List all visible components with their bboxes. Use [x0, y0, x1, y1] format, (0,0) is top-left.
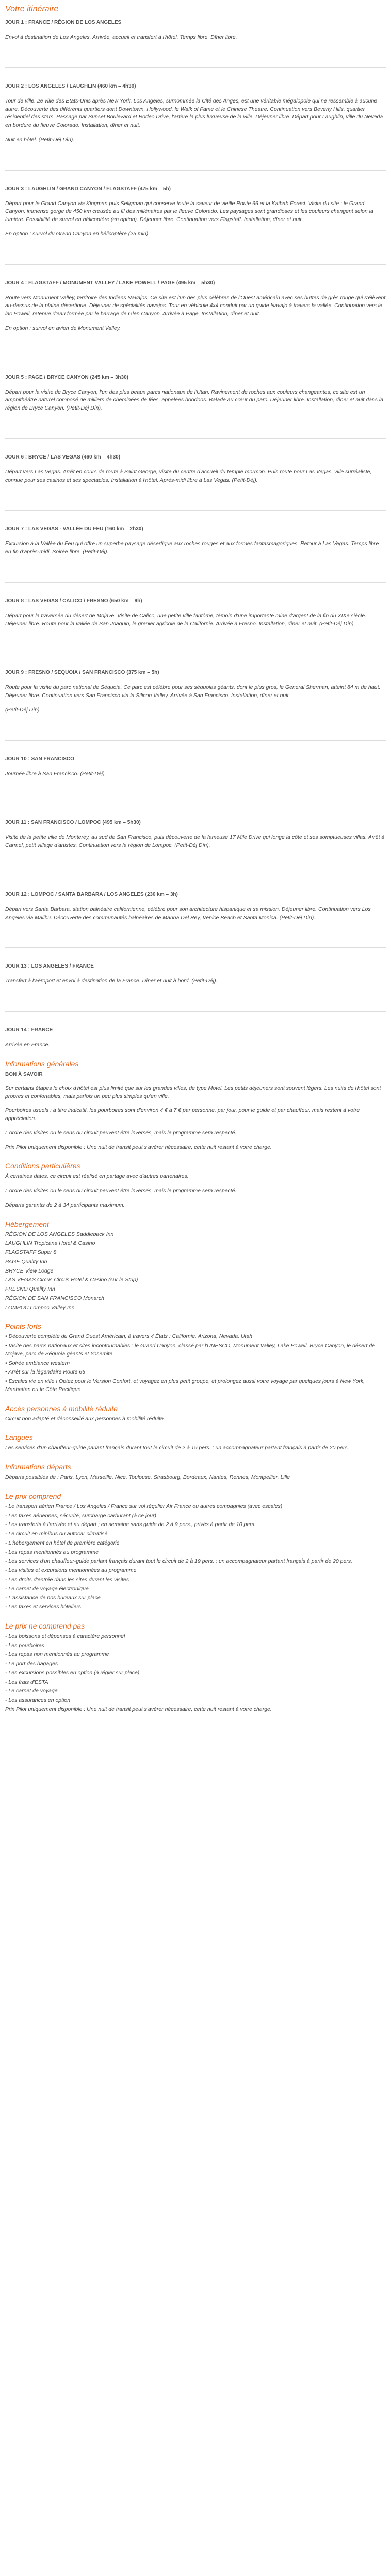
list-item: - Le carnet de voyage	[5, 1688, 58, 1694]
list-item: RÉGION DE SAN FRANCISCO Monarch	[5, 1295, 104, 1301]
list-item: - Les excursions possibles en option (à régler sur place)	[5, 1669, 140, 1676]
day-14	[5, 1011, 386, 1049]
day-title: JOUR 14 : FRANCE	[5, 1027, 53, 1033]
day-paragraph: En option : survol en avion de Monument Valley.	[5, 325, 121, 331]
list-item: LOMPOC Lompoc Valley Inn	[5, 1304, 75, 1311]
section-paragraph: L'ordre des visites ou le sens du circuit peuvent être inversés, mais le programme sera respecté.	[5, 1188, 237, 1194]
section-depart	[5, 1462, 386, 1482]
day-title: JOUR 8 : LAS VEGAS / CALICO / FRESNO (650 km – 9h)	[5, 598, 142, 604]
day-paragraph: Arrivée en France.	[5, 1042, 50, 1048]
day-paragraph: Journée libre à San Francisco. (Petit-Déj).	[5, 770, 106, 777]
section-prix_ne_comprend	[5, 1621, 386, 1714]
day-8	[5, 582, 386, 629]
list-item: • Visite des parcs nationaux et sites incontournables : le Grand Canyon, classé par l'UNESCO, Monument Valley, Lake Powell, Bryce Canyon, le désert de Mojave, parc de Séquoia géants et Yosemite	[5, 1343, 375, 1357]
section-title: Le prix ne comprend pas	[5, 1621, 85, 1630]
list-item: - Les assurances en option	[5, 1697, 71, 1703]
section-conditions	[5, 1161, 386, 1209]
day-title: JOUR 1 : FRANCE / RÉGION DE LOS ANGELES	[5, 20, 122, 25]
day-paragraph: Départ vers Santa Barbara, station balnéaire californienne, célèbre pour son architecture hispanique et sa mission. Déjeuner libre. Continuation vers Los Angeles via Malibu. Découverte des communautés balnéaires de Marina Del Rey, Venice Beach et Santa Monica. (Petit-Déj Dîn).	[5, 906, 371, 921]
day-title: JOUR 6 : BRYCE / LAS VEGAS (460 km – 4h30)	[5, 454, 121, 460]
section-paragraph: Les services d'un chauffeur-guide parlant français durant tout le circuit de 2 à 19 pers. ; un accompagnateur partant français à partir de 20 pers.	[5, 1445, 349, 1451]
day-title: JOUR 13 : LOS ANGELES / FRANCE	[5, 963, 94, 970]
list-item: - Le circuit en minibus ou autocar climatisé	[5, 1531, 108, 1537]
list-item: - Les droits d'entrée dans les sites durant les visites	[5, 1576, 129, 1583]
day-6	[5, 438, 386, 485]
list-item: LAUGHLIN Tropicana Hotel & Casino	[5, 1240, 95, 1247]
info-sections	[5, 1059, 386, 1714]
day-paragraph: Tour de ville. 2e ville des États-Unis après New York, Los Angeles, surnommée la Cité des Anges, est une véritable mégalopole qui ne ressemble à aucune autre. Découverte des différents quartiers dont Downtown, Hollywood, le Walk of Fame et le Chinese Theatre. Continuation vers Beverly Hills, quartier résidentiel des stars. Passage par Sunset Boulevard et Rodeo Drive, l'artère la plus luxueuse de la ville. Déjeuner libre. Départ pour Laughlin, ville du Nevada en bordure du fleuve Colorado. Installation, dîner et nuit.	[5, 97, 383, 128]
section-hebergement	[5, 1219, 386, 1312]
section-paragraph: Départs garantis de 2 à 34 participants maximum.	[5, 1201, 125, 1208]
list-item: FRESNO Quality Inn	[5, 1286, 55, 1292]
section-points	[5, 1321, 386, 1394]
list-item: - Les services d'un chauffeur-guide parlant français durant tout le circuit de 2 à 19 pers. ; un accompagnateur partant français à partir de 20 pers.	[5, 1558, 353, 1565]
day-10	[5, 740, 386, 778]
day-paragraph: Route pour la visite du parc national de Séquoia. Ce parc est célèbre pour ses séquoias géants, dont le plus gros, le General Sherman, atteint 84 m de haut. Déjeuner libre. Continuation vers San Francisco via la Silicon Valley. Arrivée à San Francisco. Installation, dîner et nuit.	[5, 684, 381, 699]
section-paragraph: L'ordre des visites ou le sens du circuit peuvent être inversés, mais le programme sera respecté.	[5, 1129, 237, 1136]
section-title: Informations départs	[5, 1463, 71, 1471]
day-title: JOUR 3 : LAUGHLIN / GRAND CANYON / FLAGSTAFF (475 km – 5h)	[5, 185, 171, 192]
day-2	[5, 67, 386, 144]
day-9	[5, 654, 386, 714]
day-paragraph: En option : survol du Grand Canyon en hélicoptère (25 min).	[5, 230, 150, 237]
day-title: JOUR 11 : SAN FRANCISCO / LOMPOC (495 km – 5h30)	[5, 820, 141, 826]
list-item: - L'assistance de nos bureaux sur place	[5, 1595, 101, 1601]
day-title: JOUR 5 : PAGE / BRYCE CANYON (245 km – 3h30)	[5, 374, 128, 380]
section-title: Informations générales	[5, 1059, 79, 1068]
list-item: BRYCE View Lodge	[5, 1267, 54, 1274]
list-item: - Les taxes et services hôteliers	[5, 1604, 82, 1610]
list-item: Prix Pilot uniquement disponible : Une nuit de transit peut s'avérer nécessaire, cette nuit restant à votre charge.	[5, 1706, 272, 1713]
list-item: - Les visites et excursions mentionnées au programme	[5, 1567, 137, 1573]
section-paragraph: Prix Pilot uniquement disponible : Une nuit de transit peut s'avérer nécessaire, cette nuit restant à votre charge.	[5, 1144, 272, 1150]
day-3	[5, 170, 386, 239]
day-paragraph: Départ pour la visite de Bryce Canyon, l'un des plus beaux parcs nationaux de l'Utah. Ravinement de roches aux couleurs changeantes, ce site est un amphithéâtre naturel composé de milliers de cheminées de fées, appelées hoodoos. Balade au cœur du parc. Déjeuner libre. Installation, dîner et nuit dans la région de Bryce Canyon. (Petit-Déj Dîn).	[5, 388, 384, 411]
section-paragraph: À certaines dates, ce circuit est réalisé en partage avec d'autres partenaires.	[5, 1173, 189, 1180]
day-paragraph: Départ pour la traversée du désert de Mojave. Visite de Calico, une petite ville fantôme, témoin d'une importante mine d'argent de la fin du XIXe siècle. Déjeuner libre. Route pour la vallée de San Joaquin, le grenier agricole de la Californie. Arrivée à Fresno. Installation, dîner et nuit. (Petit-Déj Dîn).	[5, 612, 367, 627]
day-paragraph: Départ vers Las Vegas. Arrêt en cours de route à Saint George, visite du centre d'accueil du temple mormon. Puis route pour Las Vegas, ville surréaliste, connue pour ses casinos et ses spectacles. Installation à l'hôtel. Après-midi libre à Las Vegas. (Petit-Déj).	[5, 468, 372, 483]
section-paragraph: Sur certains étapes le choix d'hôtel est plus limité que sur les grandes villes, de type Motel. Les petits déjeuners sont souvent légers. Les nuits de l'hôtel sont propres et confortables, mais parfois un peu plus simples qu'en ville.	[5, 1084, 381, 1099]
section-paragraph: Circuit non adapté et déconseillé aux personnes à mobilité réduite.	[5, 1415, 165, 1422]
section-list	[5, 1333, 386, 1394]
day-paragraph: Départ pour le Grand Canyon via Kingman puis Seligman qui conserve toute la saveur de vieille Route 66 et la Kaibab Forest. Visite du site : le Grand Canyon, immense gorge de 450 km creusée au fil des millénaires par le fleuve Colorado. Les paysages sont grandioses et les couleurs changent selon la lumière. Possibilité de survol en hélicoptère (en option). Déjeuner libre. Continuation vers Flagstaff. Installation, dîner et nuit.	[5, 200, 373, 223]
itinerary	[5, 19, 386, 1049]
section-langues	[5, 1432, 386, 1452]
section-list	[5, 1231, 386, 1312]
section-list	[5, 1633, 386, 1714]
day-title: JOUR 4 : FLAGSTAFF / MONUMENT VALLEY / LAKE POWELL / PAGE (495 km – 5h30)	[5, 280, 215, 286]
list-item: - Les taxes aériennes, sécurité, surcharge carburant (à ce jour)	[5, 1512, 156, 1519]
day-paragraph: Visite de la petite ville de Monterey, au sud de San Francisco, puis découverte de la fameuse 17 Mile Drive qui longe la côte et ses somptueuses villas. Arrêt à Carmel, petit village d'artistes. Continuation vers la région de Lompoc. (Petit-Déj Dîn).	[5, 834, 385, 849]
list-item: - Les frais d'ESTA	[5, 1679, 48, 1685]
list-item: - Les boissons et dépenses à caractère personnel	[5, 1633, 125, 1639]
day-title: JOUR 2 : LOS ANGELES / LAUGHLIN (460 km – 4h30)	[5, 83, 136, 89]
page-title: Votre itinéraire	[5, 5, 59, 13]
day-7	[5, 510, 386, 556]
list-item: • Découverte complète du Grand Ouest Américain, à travers 4 États : Californie, Arizona, Nevada, Utah	[5, 1333, 253, 1340]
list-item: - Le port des bagages	[5, 1660, 58, 1667]
section-title: Hébergement	[5, 1219, 49, 1228]
day-4	[5, 264, 386, 333]
section-prix_comprend	[5, 1491, 386, 1612]
list-item: - Les repas non mentionnés au programme	[5, 1651, 109, 1658]
list-item: PAGE Quality Inn	[5, 1258, 47, 1265]
section-list	[5, 1503, 386, 1612]
section-paragraph: Départs possibles de : Paris, Lyon, Marseille, Nice, Toulouse, Strasbourg, Bordeaux, Nantes, Rennes, Montpellier, Lille	[5, 1474, 290, 1480]
section-paragraph: Pourboires usuels : à titre indicatif, les pourboires sont d'environ 4 € à 7 € par personne, par jour, pour le guide et par chauffeur, mais restent à votre appréciation.	[5, 1107, 360, 1122]
day-paragraph: Nuit en hôtel. (Petit-Déj Dîn).	[5, 136, 75, 143]
section-subtitle: BON À SAVOIR	[5, 1071, 43, 1077]
day-title: JOUR 10 : SAN FRANCISCO	[5, 756, 74, 762]
list-item: - L'hébergement en hôtel de première catégorie	[5, 1539, 120, 1546]
section-acces	[5, 1403, 386, 1423]
list-item: LAS VEGAS Circus Circus Hotel & Casino (sur le Strip)	[5, 1277, 138, 1283]
section-infos	[5, 1059, 386, 1152]
section-title: Le prix comprend	[5, 1492, 61, 1500]
list-item: • Escales vie en ville ! Optez pour le Version Confort, et voyagez en plus petit groupe, et prolongez aussi votre voyage par quelques jours à New York, Manhattan ou le Côte Pacifique	[5, 1378, 365, 1393]
day-5	[5, 359, 386, 413]
list-item: - Le carnet de voyage électronique	[5, 1585, 89, 1592]
day-paragraph: (Petit-Déj Dîn).	[5, 706, 41, 713]
day-paragraph: Excursion à la Vallée du Feu qui offre un superbe paysage désertique aux roches rouges et aux formes fantasmagoriques. Retour à Las Vegas. Temps libre en fin d'après-midi. Soirée libre. (Petit-Déj).	[5, 540, 379, 555]
day-paragraph: Route vers Monument Valley, territoire des Indiens Navajos. Ce site est l'un des plus célèbres de l'Ouest américain avec ses buttes de grès rouge qui s'élèvent au-dessus de la plaine désertique. Déjeuner de spécialités navajos. Tour en véhicule 4x4 conduit par un guide Navajo à travers la vallée. Continuation vers le lac Powell, retenue d'eau formée par le barrage de Glen Canyon. Arrivée à Page. Installation, dîner et nuit.	[5, 294, 386, 317]
list-item: • Soirée ambiance western	[5, 1360, 70, 1366]
list-item: - Le transport aérien France / Los Angeles / France sur vol régulier Air France ou autres compagnies (avec escales)	[5, 1503, 283, 1510]
section-title: Conditions particulières	[5, 1162, 80, 1171]
day-11	[5, 804, 386, 850]
section-title: Points forts	[5, 1322, 42, 1331]
day-title: JOUR 7 : LAS VEGAS - VALLÉE DU FEU (160 km – 2h30)	[5, 526, 143, 532]
list-item: - Les repas mentionnés au programme	[5, 1549, 99, 1555]
day-1	[5, 19, 386, 42]
list-item: - Les transferts à l'arrivée et au départ ; en semaine sans guide de 2 à 9 pers., privés à partir de 10 pers.	[5, 1521, 256, 1528]
day-paragraph: Envol à destination de Los Angeles. Arrivée, accueil et transfert à l'hôtel. Temps libre. Dîner libre.	[5, 34, 237, 40]
day-12	[5, 876, 386, 922]
list-item: FLAGSTAFF Super 8	[5, 1249, 57, 1256]
section-title: Accès personnes à mobilité réduite	[5, 1404, 118, 1413]
day-13	[5, 947, 386, 986]
section-title: Langues	[5, 1433, 33, 1442]
list-item: • Arrêt sur la légendaire Route 66	[5, 1369, 86, 1376]
day-paragraph: Transfert à l'aéroport et envol à destination de la France. Dîner et nuit à bord. (Petit-Déj).	[5, 978, 218, 985]
day-title: JOUR 12 : LOMPOC / SANTA BARBARA / LOS ANGELES (230 km – 3h)	[5, 891, 178, 897]
list-item: RÉGION DE LOS ANGELES Saddleback Inn	[5, 1231, 114, 1238]
list-item: - Les pourboires	[5, 1642, 44, 1649]
day-title: JOUR 9 : FRESNO / SEQUOIA / SAN FRANCISCO (375 km – 5h)	[5, 670, 159, 676]
